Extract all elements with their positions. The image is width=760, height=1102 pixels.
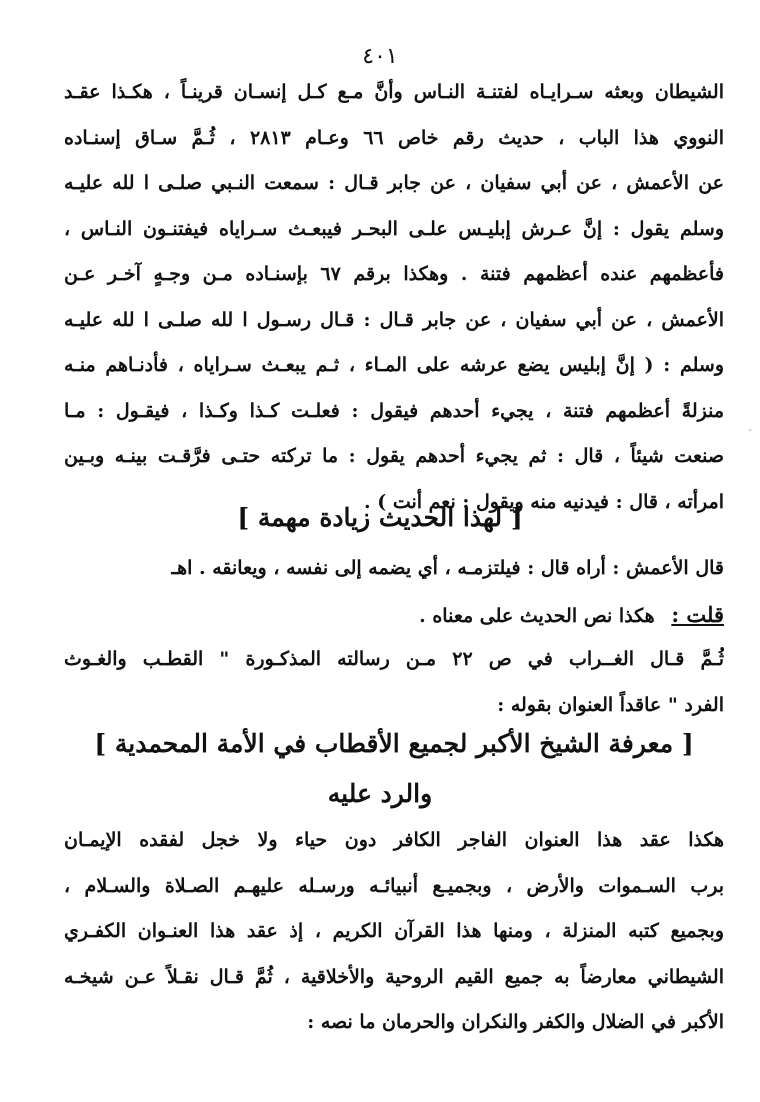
text-line: الشيطاني معارضاً به جميع القيم الروحية والأخلاقية ، ثُمَّ قـال نقـلاً عـن شيخـه — [64, 965, 724, 988]
text-line: الشيطان وبعثه سـرايـاه لفتنـة النـاس وأنَّ مـع كـل إنسـان قرينـاً ، هكـذا عقـد — [64, 81, 724, 103]
margin-tick-mark: - — [748, 425, 752, 436]
text-line: فأعظمهم عنده أعظمهم فتنة . وهكذا برقم ٦٧ بإسنـاده مـن وجـهٍ آخـر عـن — [64, 263, 724, 285]
text-line: الفرد " عاقداً العنوان بقوله : — [497, 693, 724, 716]
paragraph-commentary — [64, 546, 724, 728]
text-line: الأكبر في الضلال والكفر والنكران والحرمان ما نصه : — [307, 1011, 724, 1033]
qultu-line — [64, 592, 724, 638]
text-line: هكذا عقد هذا العنوان الفاجر الكافر دون حياء ولا خجل لفقده الإيمـان — [64, 829, 724, 851]
text-line: قال الأعمش : أراه قال : فيلتزمـه ، أي يضمه إلى نفسه ، ويعانقه . اهـ — [171, 557, 724, 579]
text-line: وسلم : ( إنَّ إبليس يضع عرشه على المـاء ، ثـم يبعـث سـراياه ، فأدنـاهم منـه — [64, 354, 724, 376]
text-line: منزلةً أعظمهم فتنة ، يجيء أحدهم فيقول : فعلـت كـذا وكـذا ، فيقـول : مـا — [64, 399, 724, 422]
text-line: صنعت شيئاً ، قال : ثم يجيء أحدهم يقول : ما تركته حتـى فرَّقـت بينـه وبـين — [64, 445, 724, 467]
paragraph-refutation — [64, 818, 724, 1046]
qultu-label: قلت : — [671, 601, 724, 627]
paragraph-hadith — [64, 70, 724, 525]
section-heading-main: [ معرفة الشيخ الأكبر لجميع الأقطاب في الأمة المحمدية ] — [94, 729, 694, 758]
text-line: امرأته ، قال : فيدنيه منه ويقول : نعم أنت ) . — [363, 490, 724, 513]
section-heading-main-continued: والرد عليه — [327, 779, 433, 808]
qultu-text: هكذا نص الحديث على معناه . — [419, 604, 655, 627]
text-line: النووي هذا الباب ، حديث رقم خاص ٦٦ وعـام ٢٨١٣ ، ثُـمَّ سـاق إسنـاده — [64, 126, 724, 149]
text-line: وبجميع كتبه المنزلة ، ومنها هذا القرآن الكريم ، إذ عقد هذا العنـوان الكفـري — [64, 920, 724, 942]
text-line: برب السـموات والأرض ، وبجميـع أنبيائـه ورسـله عليهـم الصـلاة والسـلام ، — [64, 874, 724, 897]
text-line: ثُـمَّ قـال الغــراب في ص ٢٢ مـن رسالته المذكـورة " القطـب والغـوث — [64, 648, 724, 670]
section-heading: [ لهذا الحديث زيادة مهمة ] — [237, 503, 523, 532]
text-line: وسلم يقول : إنَّ عـرش إبليـس علـى البحـر فيبعـث سـراياه فيفتنـون النـاس ، — [64, 217, 724, 240]
page-number: ٤٠١ — [362, 44, 398, 69]
text-line: عن الأعمش ، عن أبي سفيان ، عن جابر قـال : سمعت النـبي صلـى ا لله عليـه — [64, 172, 724, 194]
text-line: الأعمش ، عن أبي سفيان ، عن جابر قـال : قـال رسـول ا لله صلـى ا لله عليـه — [64, 308, 724, 331]
